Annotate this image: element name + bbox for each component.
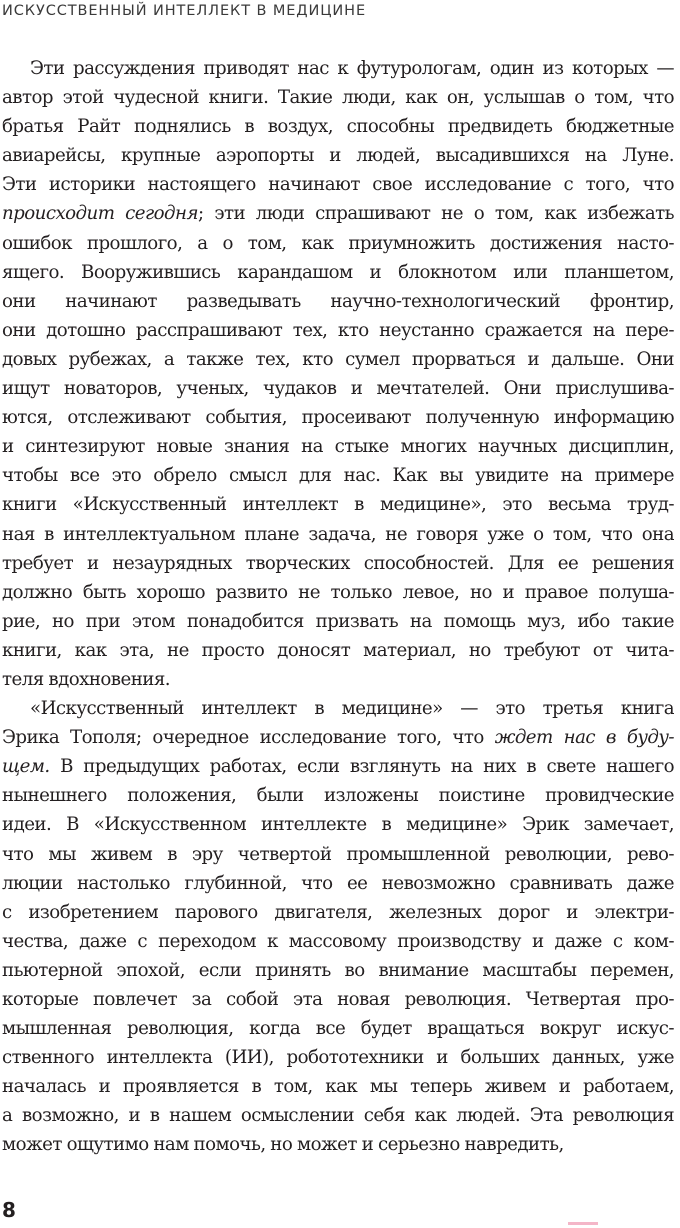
text-run: чества, даже с переходом к массовому производству и даже с ком-: [2, 930, 674, 952]
text-run: с изобретением парового двигателя, железных дорог и электри-: [2, 901, 674, 923]
text-run: рие, но при этом понадобится призвать на помощь муз, ибо такие: [2, 610, 674, 632]
text-line: [2, 898, 674, 927]
text-line: [2, 1101, 674, 1130]
text-line: [2, 374, 674, 403]
paragraph: [2, 694, 674, 1160]
text-run: ; эти люди спрашивают не о том, как избежать: [197, 203, 674, 225]
page-number: 8: [2, 1198, 16, 1222]
italic-text: щем.: [2, 756, 50, 778]
text-run: а возможно, и в нашем осмыслении себя как людей. Эта революция: [2, 1105, 674, 1127]
text-line: [2, 229, 674, 258]
running-head: ИСКУССТВЕННЫЙ ИНТЕЛЛЕКТ В МЕДИЦИНЕ: [2, 3, 367, 19]
text-line: [2, 112, 674, 141]
text-run: может ощутимо нам помочь, но может и серьезно навредить,: [2, 1134, 564, 1156]
text-line: [2, 258, 674, 287]
text-line: [2, 141, 674, 170]
text-run: ящего. Вооружившись карандашом и блокнотом или планшетом,: [2, 261, 674, 283]
text-run: довых рубежах, а также тех, кто сумел прорваться и дальше. Они: [2, 348, 674, 370]
text-run: идеи. В «Искусственном интеллекте в медицине» Эрик замечает,: [2, 814, 674, 836]
text-line: [2, 810, 674, 839]
text-line: [2, 490, 674, 519]
text-line: [2, 985, 674, 1014]
italic-text: происходит сегодня: [2, 203, 198, 225]
corner-mark: [568, 1222, 598, 1225]
text-run: ются, отслеживают события, просеивают полученную информацию: [2, 407, 674, 429]
body-text: [2, 54, 674, 1160]
text-run: Эти рассуждения приводят нас к футурологам, один из которых —: [30, 58, 674, 79]
text-line: [2, 840, 674, 869]
text-run: чтобы все это обрело смысл для нас. Как вы увидите на примере: [2, 465, 674, 487]
text-line: [2, 461, 674, 490]
text-line: [2, 83, 674, 112]
text-line: [2, 752, 674, 781]
text-line: [2, 607, 674, 636]
text-run: нынешнего положения, были изложены поистине провидческие: [2, 785, 674, 807]
text-line: [2, 316, 674, 345]
text-line: [2, 170, 674, 199]
text-line: [2, 694, 674, 723]
text-run: «Искусственный интеллект в медицине» — это третья книга: [30, 698, 674, 720]
text-run: книги «Искусственный интеллект в медицине», это весьма труд-: [2, 494, 674, 516]
text-line: [2, 956, 674, 985]
text-run: теля вдохновения.: [2, 668, 171, 690]
text-line: [2, 869, 674, 898]
text-line: [2, 723, 674, 752]
text-run: люции настолько глубинной, что ее невозможно сравнивать даже: [2, 872, 674, 894]
italic-text: ждет нас в буду-: [494, 727, 674, 749]
text-run: ищут новаторов, ученых, чудаков и мечтателей. Они прислушива-: [2, 378, 674, 400]
paragraph: [2, 54, 674, 694]
text-run: ная в интеллектуальном плане задача, не говоря уже о том, что она: [2, 523, 674, 545]
text-line: [2, 403, 674, 432]
text-run: авиарейсы, крупные аэропорты и людей, высадившихся на Луне.: [2, 145, 674, 167]
text-line: [2, 1014, 674, 1043]
text-line: [2, 549, 674, 578]
text-line: [2, 578, 674, 607]
text-line: [2, 636, 674, 665]
text-run: В предыдущих работах, если взглянуть на них в свете нашего: [49, 756, 674, 778]
text-run: Эти историки настоящего начинают свое исследование с того, что: [2, 174, 674, 196]
text-run: они начинают разведывать научно-технологический фронтир,: [2, 290, 674, 312]
text-line: [2, 665, 674, 694]
text-line: [2, 781, 674, 810]
text-run: началась и проявляется в том, как мы теперь живем и работаем,: [2, 1076, 674, 1098]
text-run: которые повлечет за собой эта новая революция. Четвертая про-: [2, 989, 674, 1010]
text-run: что мы живем в эру четвертой промышленной революции, рево-: [2, 843, 674, 865]
text-run: Эрика Тополя; очередное исследование того, что: [2, 727, 495, 749]
text-run: братья Райт поднялись в воздух, способны предвидеть бюджетные: [2, 116, 674, 138]
text-line: [2, 1130, 674, 1159]
text-run: они дотошно расспрашивают тех, кто неустанно сражается на пере-: [2, 319, 674, 341]
text-line: [2, 927, 674, 956]
text-line: [2, 345, 674, 374]
text-run: и синтезируют новые знания на стыке многих научных дисциплин,: [2, 436, 674, 458]
text-run: автор этой чудесной книги. Такие люди, как он, услышав о том, что: [2, 87, 674, 109]
text-run: ственного интеллекта (ИИ), робототехники и больших данных, уже: [2, 1047, 674, 1069]
text-line: [2, 432, 674, 461]
text-run: требует и незаурядных творческих способностей. Для ее решения: [2, 552, 674, 574]
text-line: [2, 54, 674, 83]
text-run: мышленная революция, когда все будет вращаться вокруг искус-: [2, 1018, 674, 1040]
text-line: [2, 1072, 674, 1101]
text-run: книги, как эта, не просто доносят материал, но требуют от чита-: [2, 639, 674, 661]
text-run: пьютерной эпохой, если принять во внимание масштабы перемен,: [2, 959, 674, 981]
text-line: [2, 199, 674, 228]
text-run: должно быть хорошо развито не только левое, но и правое полуша-: [2, 581, 674, 603]
text-run: ошибок прошлого, а о том, как приумножить достижения насто-: [2, 232, 674, 254]
text-line: [2, 287, 674, 316]
text-line: [2, 520, 674, 549]
text-line: [2, 1043, 674, 1072]
